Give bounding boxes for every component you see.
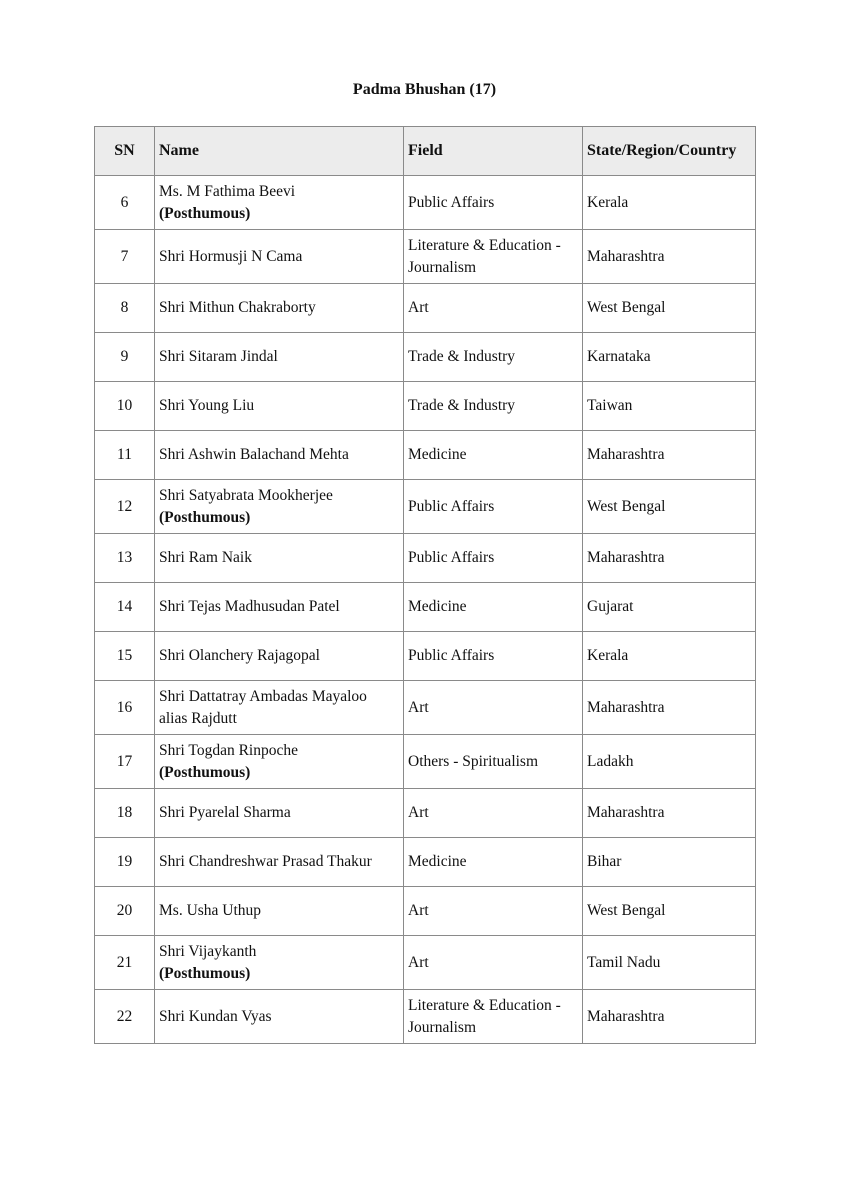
cell-name	[155, 480, 404, 534]
cell-state: Bihar	[583, 838, 756, 887]
cell-sn: 16	[95, 681, 155, 735]
table-row	[95, 480, 756, 534]
cell-sn: 12	[95, 480, 155, 534]
table-row	[95, 789, 756, 838]
cell-field: Medicine	[404, 431, 583, 480]
cell-field: Public Affairs	[404, 480, 583, 534]
cell-name	[155, 789, 404, 838]
cell-field: Art	[404, 284, 583, 333]
cell-name	[155, 176, 404, 230]
cell-name	[155, 887, 404, 936]
cell-field: Art	[404, 887, 583, 936]
cell-sn: 18	[95, 789, 155, 838]
cell-state: Gujarat	[583, 583, 756, 632]
awardee-name: Shri Satyabrata Mookherjee	[159, 486, 333, 504]
awardee-name: Shri Mithun Chakraborty	[159, 299, 316, 316]
table-row	[95, 990, 756, 1044]
cell-sn: 9	[95, 333, 155, 382]
cell-sn: 15	[95, 632, 155, 681]
table-body	[95, 176, 756, 1044]
table-row	[95, 735, 756, 789]
cell-name	[155, 838, 404, 887]
table-row	[95, 583, 756, 632]
cell-name	[155, 681, 404, 735]
cell-field: Public Affairs	[404, 632, 583, 681]
cell-field: Art	[404, 936, 583, 990]
cell-field: Literature & Education - Journalism	[404, 990, 583, 1044]
cell-state: Maharashtra	[583, 534, 756, 583]
table-row	[95, 936, 756, 990]
awardee-name: Ms. M Fathima Beevi	[159, 182, 296, 200]
column-header-name: Name	[155, 127, 404, 176]
table-row	[95, 284, 756, 333]
cell-state: Maharashtra	[583, 990, 756, 1044]
cell-field: Art	[404, 789, 583, 838]
awardee-name: Shri Pyarelal Sharma	[159, 804, 291, 821]
cell-name	[155, 990, 404, 1044]
table-row	[95, 176, 756, 230]
cell-state: Karnataka	[583, 333, 756, 382]
cell-sn: 13	[95, 534, 155, 583]
cell-name	[155, 284, 404, 333]
cell-sn: 19	[95, 838, 155, 887]
cell-sn: 21	[95, 936, 155, 990]
cell-state: West Bengal	[583, 480, 756, 534]
cell-state: Maharashtra	[583, 789, 756, 838]
cell-field: Medicine	[404, 838, 583, 887]
cell-name	[155, 382, 404, 431]
cell-name	[155, 534, 404, 583]
cell-state: West Bengal	[583, 887, 756, 936]
column-header-field: Field	[404, 127, 583, 176]
cell-name	[155, 333, 404, 382]
cell-sn: 17	[95, 735, 155, 789]
cell-sn: 20	[95, 887, 155, 936]
awardee-name: Ms. Usha Uthup	[159, 902, 262, 919]
table-row	[95, 230, 756, 284]
cell-sn: 22	[95, 990, 155, 1044]
table-row	[95, 632, 756, 681]
awardee-name: Shri Ram Naik	[159, 549, 252, 566]
cell-field: Trade & Industry	[404, 333, 583, 382]
cell-name	[155, 431, 404, 480]
table-row	[95, 887, 756, 936]
cell-state: Maharashtra	[583, 230, 756, 284]
awardee-name: Shri Dattatray Ambadas Mayaloo alias Rajdutt	[159, 687, 367, 727]
cell-sn: 14	[95, 583, 155, 632]
cell-field: Art	[404, 681, 583, 735]
table-header-row	[95, 127, 756, 176]
table-row	[95, 838, 756, 887]
cell-state: West Bengal	[583, 284, 756, 333]
posthumous-note: (Posthumous)	[159, 508, 251, 526]
table-row	[95, 382, 756, 431]
awardee-name: Shri Ashwin Balachand Mehta	[159, 446, 349, 463]
awardee-name: Shri Hormusji N Cama	[159, 247, 303, 265]
column-header-sn: SN	[95, 127, 155, 176]
cell-field: Public Affairs	[404, 534, 583, 583]
awardee-name: Shri Tejas Madhusudan Patel	[159, 598, 340, 615]
awardee-name: Shri Vijaykanth	[159, 942, 257, 960]
cell-state: Maharashtra	[583, 431, 756, 480]
cell-sn: 8	[95, 284, 155, 333]
cell-state: Tamil Nadu	[583, 936, 756, 990]
cell-state: Taiwan	[583, 382, 756, 431]
cell-field: Others - Spiritualism	[404, 735, 583, 789]
awardee-name: Shri Kundan Vyas	[159, 1007, 272, 1025]
cell-name	[155, 230, 404, 284]
cell-state: Kerala	[583, 632, 756, 681]
cell-field: Trade & Industry	[404, 382, 583, 431]
awardee-name: Shri Chandreshwar Prasad Thakur	[159, 853, 372, 870]
cell-name	[155, 735, 404, 789]
cell-name	[155, 583, 404, 632]
cell-sn: 7	[95, 230, 155, 284]
cell-field: Literature & Education - Journalism	[404, 230, 583, 284]
table-row	[95, 681, 756, 735]
cell-sn: 6	[95, 176, 155, 230]
cell-sn: 11	[95, 431, 155, 480]
cell-name	[155, 936, 404, 990]
awardee-name: Shri Sitaram Jindal	[159, 348, 278, 365]
page-title: Padma Bhushan (17)	[352, 81, 497, 98]
table-row	[95, 534, 756, 583]
cell-field: Medicine	[404, 583, 583, 632]
table-row	[95, 333, 756, 382]
awards-table	[94, 126, 756, 1044]
awardee-name: Shri Young Liu	[159, 397, 255, 414]
awardee-name: Shri Togdan Rinpoche	[159, 741, 298, 759]
posthumous-note: (Posthumous)	[159, 204, 251, 222]
cell-name	[155, 632, 404, 681]
table-row	[95, 431, 756, 480]
cell-sn: 10	[95, 382, 155, 431]
cell-state: Maharashtra	[583, 681, 756, 735]
column-header-state: State/Region/Country	[583, 127, 756, 176]
posthumous-note: (Posthumous)	[159, 964, 251, 982]
posthumous-note: (Posthumous)	[159, 763, 251, 781]
cell-state: Kerala	[583, 176, 756, 230]
awardee-name: Shri Olanchery Rajagopal	[159, 647, 320, 664]
cell-state: Ladakh	[583, 735, 756, 789]
cell-field: Public Affairs	[404, 176, 583, 230]
